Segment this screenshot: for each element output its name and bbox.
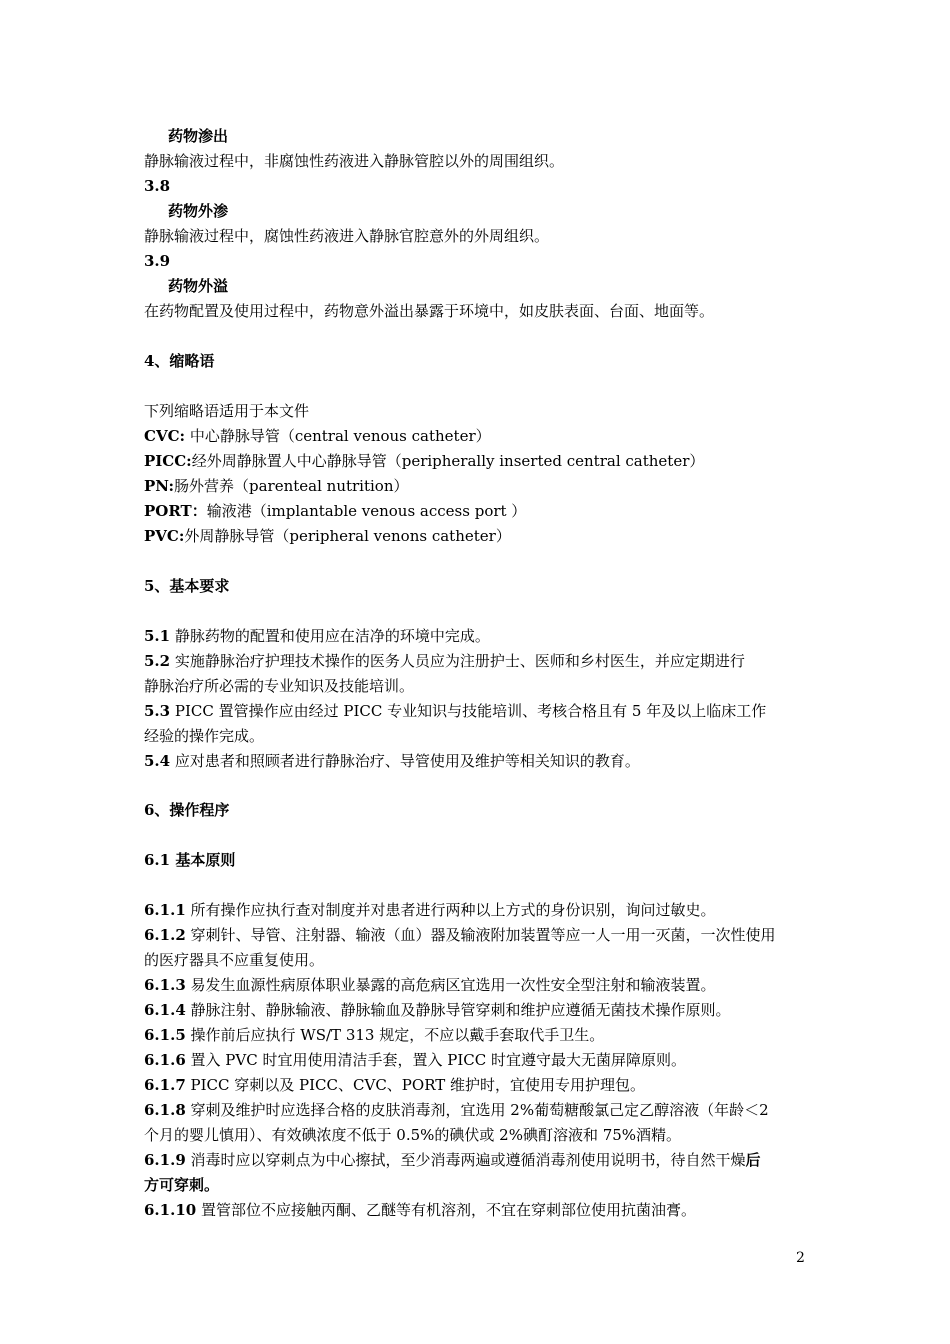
- page-number: 2: [796, 1250, 805, 1266]
- abbr-item: PN:肠外营养（parenteal nutrition）: [144, 477, 409, 495]
- clause-5-3: 5.3 PICC 置管操作应由经过 PICC 专业知识与技能培训、考核合格且有 5 年及以上临床工作: [144, 702, 767, 720]
- clause-number-3-9: 3.9: [144, 252, 171, 270]
- clause-6-1-7: 6.1.7 PICC 穿刺以及 PICC、CVC、PORT 维护时，宜使用专用护理包。: [144, 1076, 645, 1094]
- clause-5-4: 5.4 应对患者和照顾者进行静脉治疗、导管使用及维护等相关知识的教育。: [144, 752, 640, 770]
- term-heading-3-8: 药物外渗: [168, 202, 229, 220]
- clause-6-1-5: 6.1.5 操作前后应执行 WS/T 313 规定，不应以戴手套取代手卫生。: [144, 1026, 605, 1044]
- abbr-item: CVC: 中心静脉导管（central venous catheter）: [144, 427, 491, 445]
- clause-6-1-1: 6.1.1 所有操作应执行查对制度并对患者进行两种以上方式的身份识别，询问过敏史。: [144, 901, 716, 919]
- term-heading-3-9: 药物外溢: [168, 277, 229, 295]
- clause-6-1-8: 6.1.8 穿刺及维护时应选择合格的皮肤消毒剂，宜选用 2%葡萄糖酸氯己定乙醇溶液（年龄＜2: [144, 1101, 769, 1119]
- section-heading-6: 6、操作程序: [144, 801, 230, 819]
- abbr-intro: 下列缩略语适用于本文件: [144, 402, 310, 420]
- abbr-item: PICC:经外周静脉置人中心静脉导管（peripherally inserted central catheter）: [144, 452, 705, 470]
- term-definition-3-7: 静脉输液过程中，非腐蚀性药液进入静脉管腔以外的周围组织。: [144, 152, 565, 170]
- clause-6-1-4: 6.1.4 静脉注射、静脉输液、静脉输血及静脉导管穿刺和维护应遵循无菌技术操作原则。: [144, 1001, 731, 1019]
- clause-5-2: 5.2 实施静脉治疗护理技术操作的医务人员应为注册护士、医师和乡村医生，并应定期进行: [144, 652, 745, 670]
- section-heading-4: 4、缩略语: [144, 352, 215, 370]
- clause-6-1-6: 6.1.6 置入 PVC 时宜用使用清洁手套，置入 PICC 时宜遵守最大无菌屏障原则。: [144, 1051, 686, 1069]
- clause-5-1: 5.1 静脉药物的配置和使用应在洁净的环境中完成。: [144, 627, 490, 645]
- clause-6-1-10: 6.1.10 置管部位不应接触丙酮、乙醚等有机溶剂，不宜在穿刺部位使用抗菌油膏。: [144, 1201, 696, 1219]
- clause-6-1-9: 6.1.9 消毒时应以穿刺点为中心擦拭，至少消毒两遍或遵循消毒剂使用说明书，待自然干燥后: [144, 1151, 761, 1169]
- clause-5-2-cont: 静脉治疗所必需的专业知识及技能培训。: [144, 677, 415, 695]
- clause-6-1-2: 6.1.2 穿刺针、导管、注射器、输液（血）器及输液附加装置等应一人一用一灭菌，一次性使用: [144, 926, 776, 944]
- subsection-heading-6-1: 6.1 基本原则: [144, 851, 236, 869]
- term-definition-3-9: 在药物配置及使用过程中，药物意外溢出暴露于环境中，如皮肤表面、台面、地面等。: [144, 302, 715, 320]
- abbr-item: PORT：输液港（implantable venous access port ）: [144, 502, 527, 520]
- section-heading-5: 5、基本要求: [144, 577, 230, 595]
- term-definition-3-8: 静脉输液过程中，腐蚀性药液进入静脉官腔意外的外周组织。: [144, 227, 550, 245]
- clause-6-1-8-cont: 个月的婴儿慎用）、有效碘浓度不低于 0.5%的碘伏或 2%碘酊溶液和 75%酒精。: [144, 1126, 682, 1144]
- term-heading-3-7: 药物渗出: [168, 127, 229, 145]
- clause-5-3-cont: 经验的操作完成。: [144, 727, 265, 745]
- clause-number-3-8: 3.8: [144, 177, 171, 195]
- clause-6-1-3: 6.1.3 易发生血源性病原体职业暴露的高危病区宜选用一次性安全型注射和输液装置。: [144, 976, 716, 994]
- abbr-item: PVC:外周静脉导管（peripheral venons catheter）: [144, 527, 511, 545]
- clause-6-1-2-cont: 的医疗器具不应重复使用。: [144, 951, 325, 969]
- clause-6-1-9-cont: 方可穿刺。: [144, 1176, 220, 1194]
